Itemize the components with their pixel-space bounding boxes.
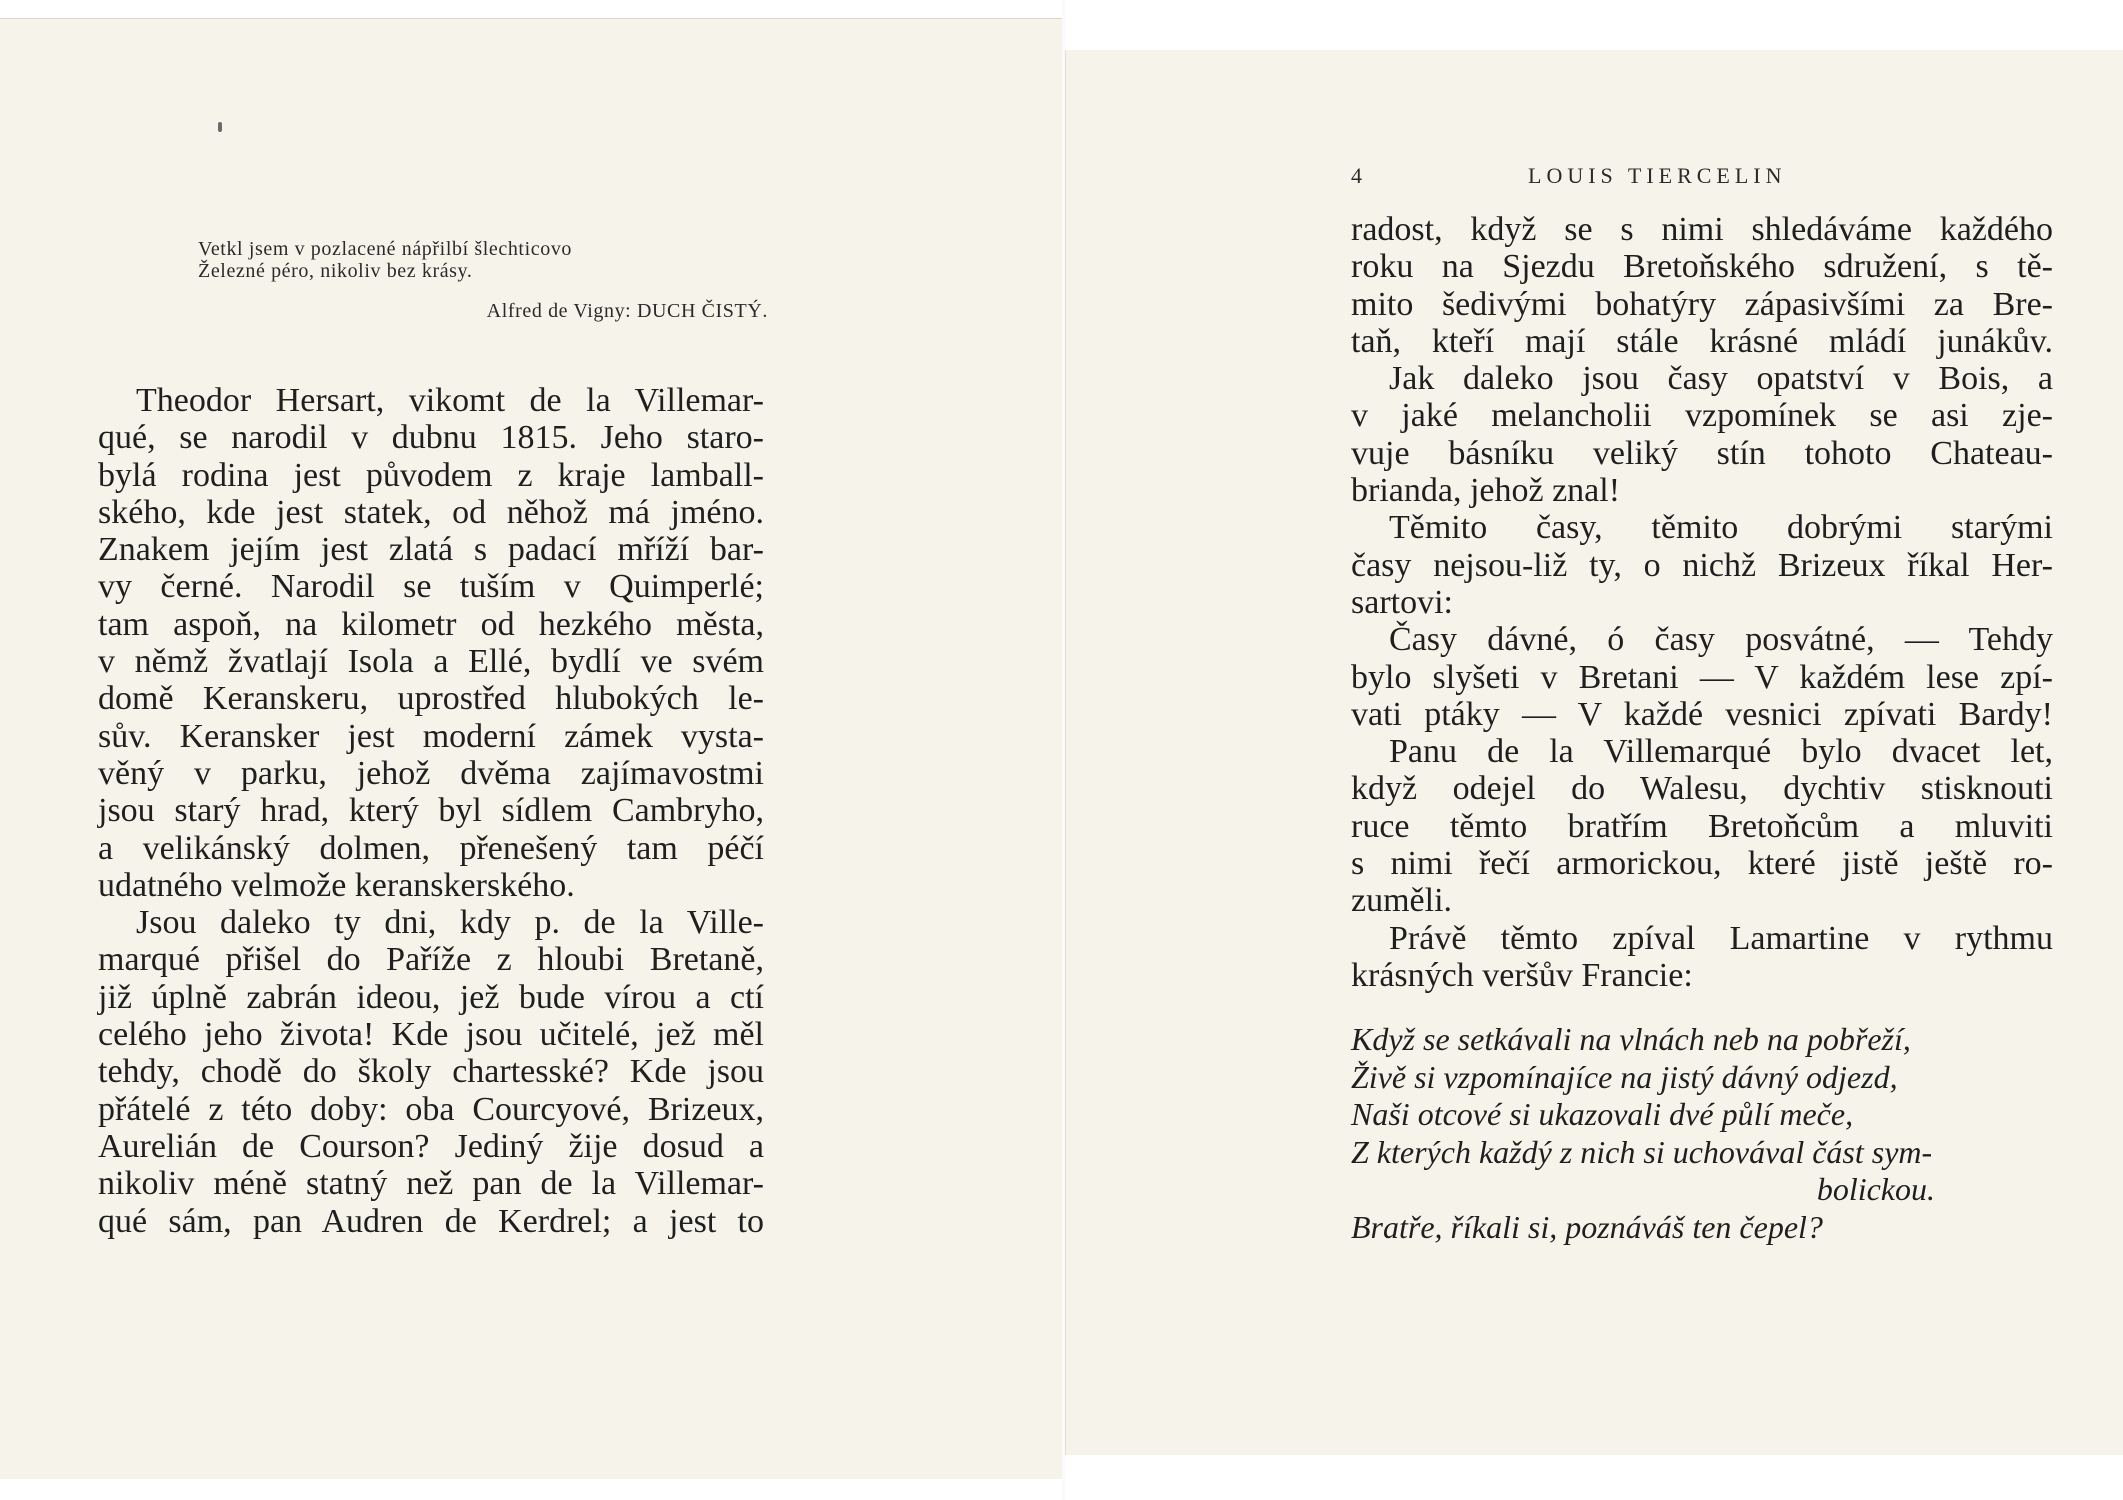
text-line: qué, se narodil v dubnu 1815. Jeho staro- bbox=[98, 419, 764, 457]
running-title: LOUIS TIERCELIN bbox=[1528, 163, 1787, 188]
text-line: jsou starý hrad, který byl sídlem Cambryho, bbox=[98, 792, 764, 830]
text-line: časy nejsou-liž ty, o nichž Brizeux říkal Her- bbox=[1351, 546, 2053, 584]
text-line: domě Keranskeru, uprostřed hlubokých le- bbox=[98, 680, 764, 718]
text-line: zuměli. bbox=[1351, 882, 1453, 920]
text-line: krásných veršův Francie: bbox=[1351, 956, 1693, 994]
text-line: Znakem jejím jest zlatá s padací mříží bar- bbox=[98, 531, 764, 569]
text-line: s nimi řečí armorickou, které jistě ještě ro- bbox=[1351, 845, 2053, 883]
text-line: a velikánský dolmen, přenešený tam péčí bbox=[98, 829, 764, 867]
text-line: vati ptáky — V každé vesnici zpívati Bardy! bbox=[1351, 695, 2053, 733]
text-line: ruce těmto bratřím Bretoňcům a mluviti bbox=[1351, 807, 2053, 845]
epigraph bbox=[198, 238, 768, 323]
text-line: tam aspoň, na kilometr od hezkého města, bbox=[98, 605, 764, 643]
text-line: Jsou daleko ty dni, kdy p. de la Ville- bbox=[136, 904, 764, 942]
text-line: Panu de la Villemarqué bylo dvacet let, bbox=[1389, 733, 2053, 771]
text-line: udatného velmože keranskerského. bbox=[98, 866, 575, 904]
poem-line: bolickou. bbox=[1816, 1171, 1935, 1207]
text-line: qué sám, pan Audren de Kerdrel; a jest to bbox=[98, 1202, 764, 1240]
text-line: již úplně zabrán ideou, jež bude vírou a ctí bbox=[98, 978, 764, 1016]
text-line: brianda, jehož znal! bbox=[1351, 472, 1621, 510]
epigraph-line: Železné péro, nikoliv bez krásy. bbox=[198, 260, 473, 282]
text-line: Jak daleko jsou časy opatství v Bois, a bbox=[1389, 360, 2053, 398]
text-line: v němž žvatlají Isola a Ellé, bydlí ve svém bbox=[98, 643, 764, 681]
poem-line: Živě si vzpomínajíce na jistý dávný odjezd, bbox=[1351, 1058, 1898, 1095]
text-line: tehdy, chodě do školy chartesské? Kde jsou bbox=[98, 1053, 764, 1091]
poem-block bbox=[1351, 1021, 2053, 1246]
text-line: sův. Keransker jest moderní zámek vysta- bbox=[98, 717, 764, 755]
text-line: věný v parku, jehož dvěma zajímavostmi bbox=[98, 754, 764, 792]
poem-line: Naši otcové si ukazovali dvé půlí meče, bbox=[1351, 1096, 1854, 1132]
text-line: Theodor Hersart, vikomt de la Villemar- bbox=[136, 382, 764, 419]
text-line: roku na Sjezdu Bretoňského sdružení, s tě- bbox=[1351, 248, 2053, 286]
text-line: mito šedivými bohatýry zápasivšími za Bre- bbox=[1351, 285, 2053, 323]
page-number: 4 bbox=[1351, 163, 1367, 188]
epigraph-line: Vetkl jsem v pozlacené nápřilbí šlechticovo bbox=[198, 238, 573, 260]
text-line: sartovi: bbox=[1351, 583, 1453, 621]
text-line: Právě těmto zpíval Lamartine v rythmu bbox=[1389, 919, 2053, 957]
text-line: taň, kteří mají stále krásné mládí junákův. bbox=[1351, 322, 2053, 360]
text-line: marqué přišel do Paříže z hloubi Bretaně, bbox=[98, 941, 764, 979]
text-line: Aurelián de Courson? Jediný žije dosud a bbox=[98, 1127, 764, 1165]
text-line: vuje básníku veliký stín tohoto Chateau- bbox=[1351, 434, 2053, 472]
text-line: bylo slyšeti v Bretani — V každém lese zpí- bbox=[1351, 658, 2053, 696]
right-page-text bbox=[1351, 211, 2053, 994]
poem-line: Bratře, říkali si, poznáváš ten čepel? bbox=[1351, 1208, 1823, 1245]
text-line: nikoliv méně statný než pan de la Villemar- bbox=[98, 1165, 764, 1203]
text-line: radost, když se s nimi shledáváme každého bbox=[1351, 211, 2053, 248]
text-line: když odejel do Walesu, dychtiv stisknouti bbox=[1351, 770, 2053, 808]
left-page-text bbox=[98, 382, 764, 1240]
text-line: Časy dávné, ó časy posvátné, — Tehdy bbox=[1389, 621, 2053, 659]
epigraph-attribution: Alfred de Vigny: DUCH ČISTÝ. bbox=[486, 300, 768, 322]
ink-speck bbox=[218, 122, 222, 132]
text-line: vy černé. Narodil se tuším v Quimperlé; bbox=[98, 568, 764, 606]
text-line: přátelé z této doby: oba Courcyové, Brizeux, bbox=[98, 1090, 764, 1128]
text-line: Těmito časy, těmito dobrými starými bbox=[1389, 509, 2053, 547]
text-line: ského, kde jest statek, od něhož má jméno. bbox=[98, 493, 764, 531]
poem-line: Z kterých každý z nich si uchovával část sym- bbox=[1351, 1133, 1933, 1170]
text-line: celého jeho života! Kde jsou učitelé, jež měl bbox=[98, 1016, 764, 1054]
text-line: v jaké melancholii vzpomínek se asi zje- bbox=[1351, 397, 2053, 435]
poem-line: Když se setkávali na vlnách neb na pobřeží, bbox=[1351, 1021, 1911, 1057]
text-line: bylá rodina jest původem z kraje lamball- bbox=[98, 456, 764, 494]
